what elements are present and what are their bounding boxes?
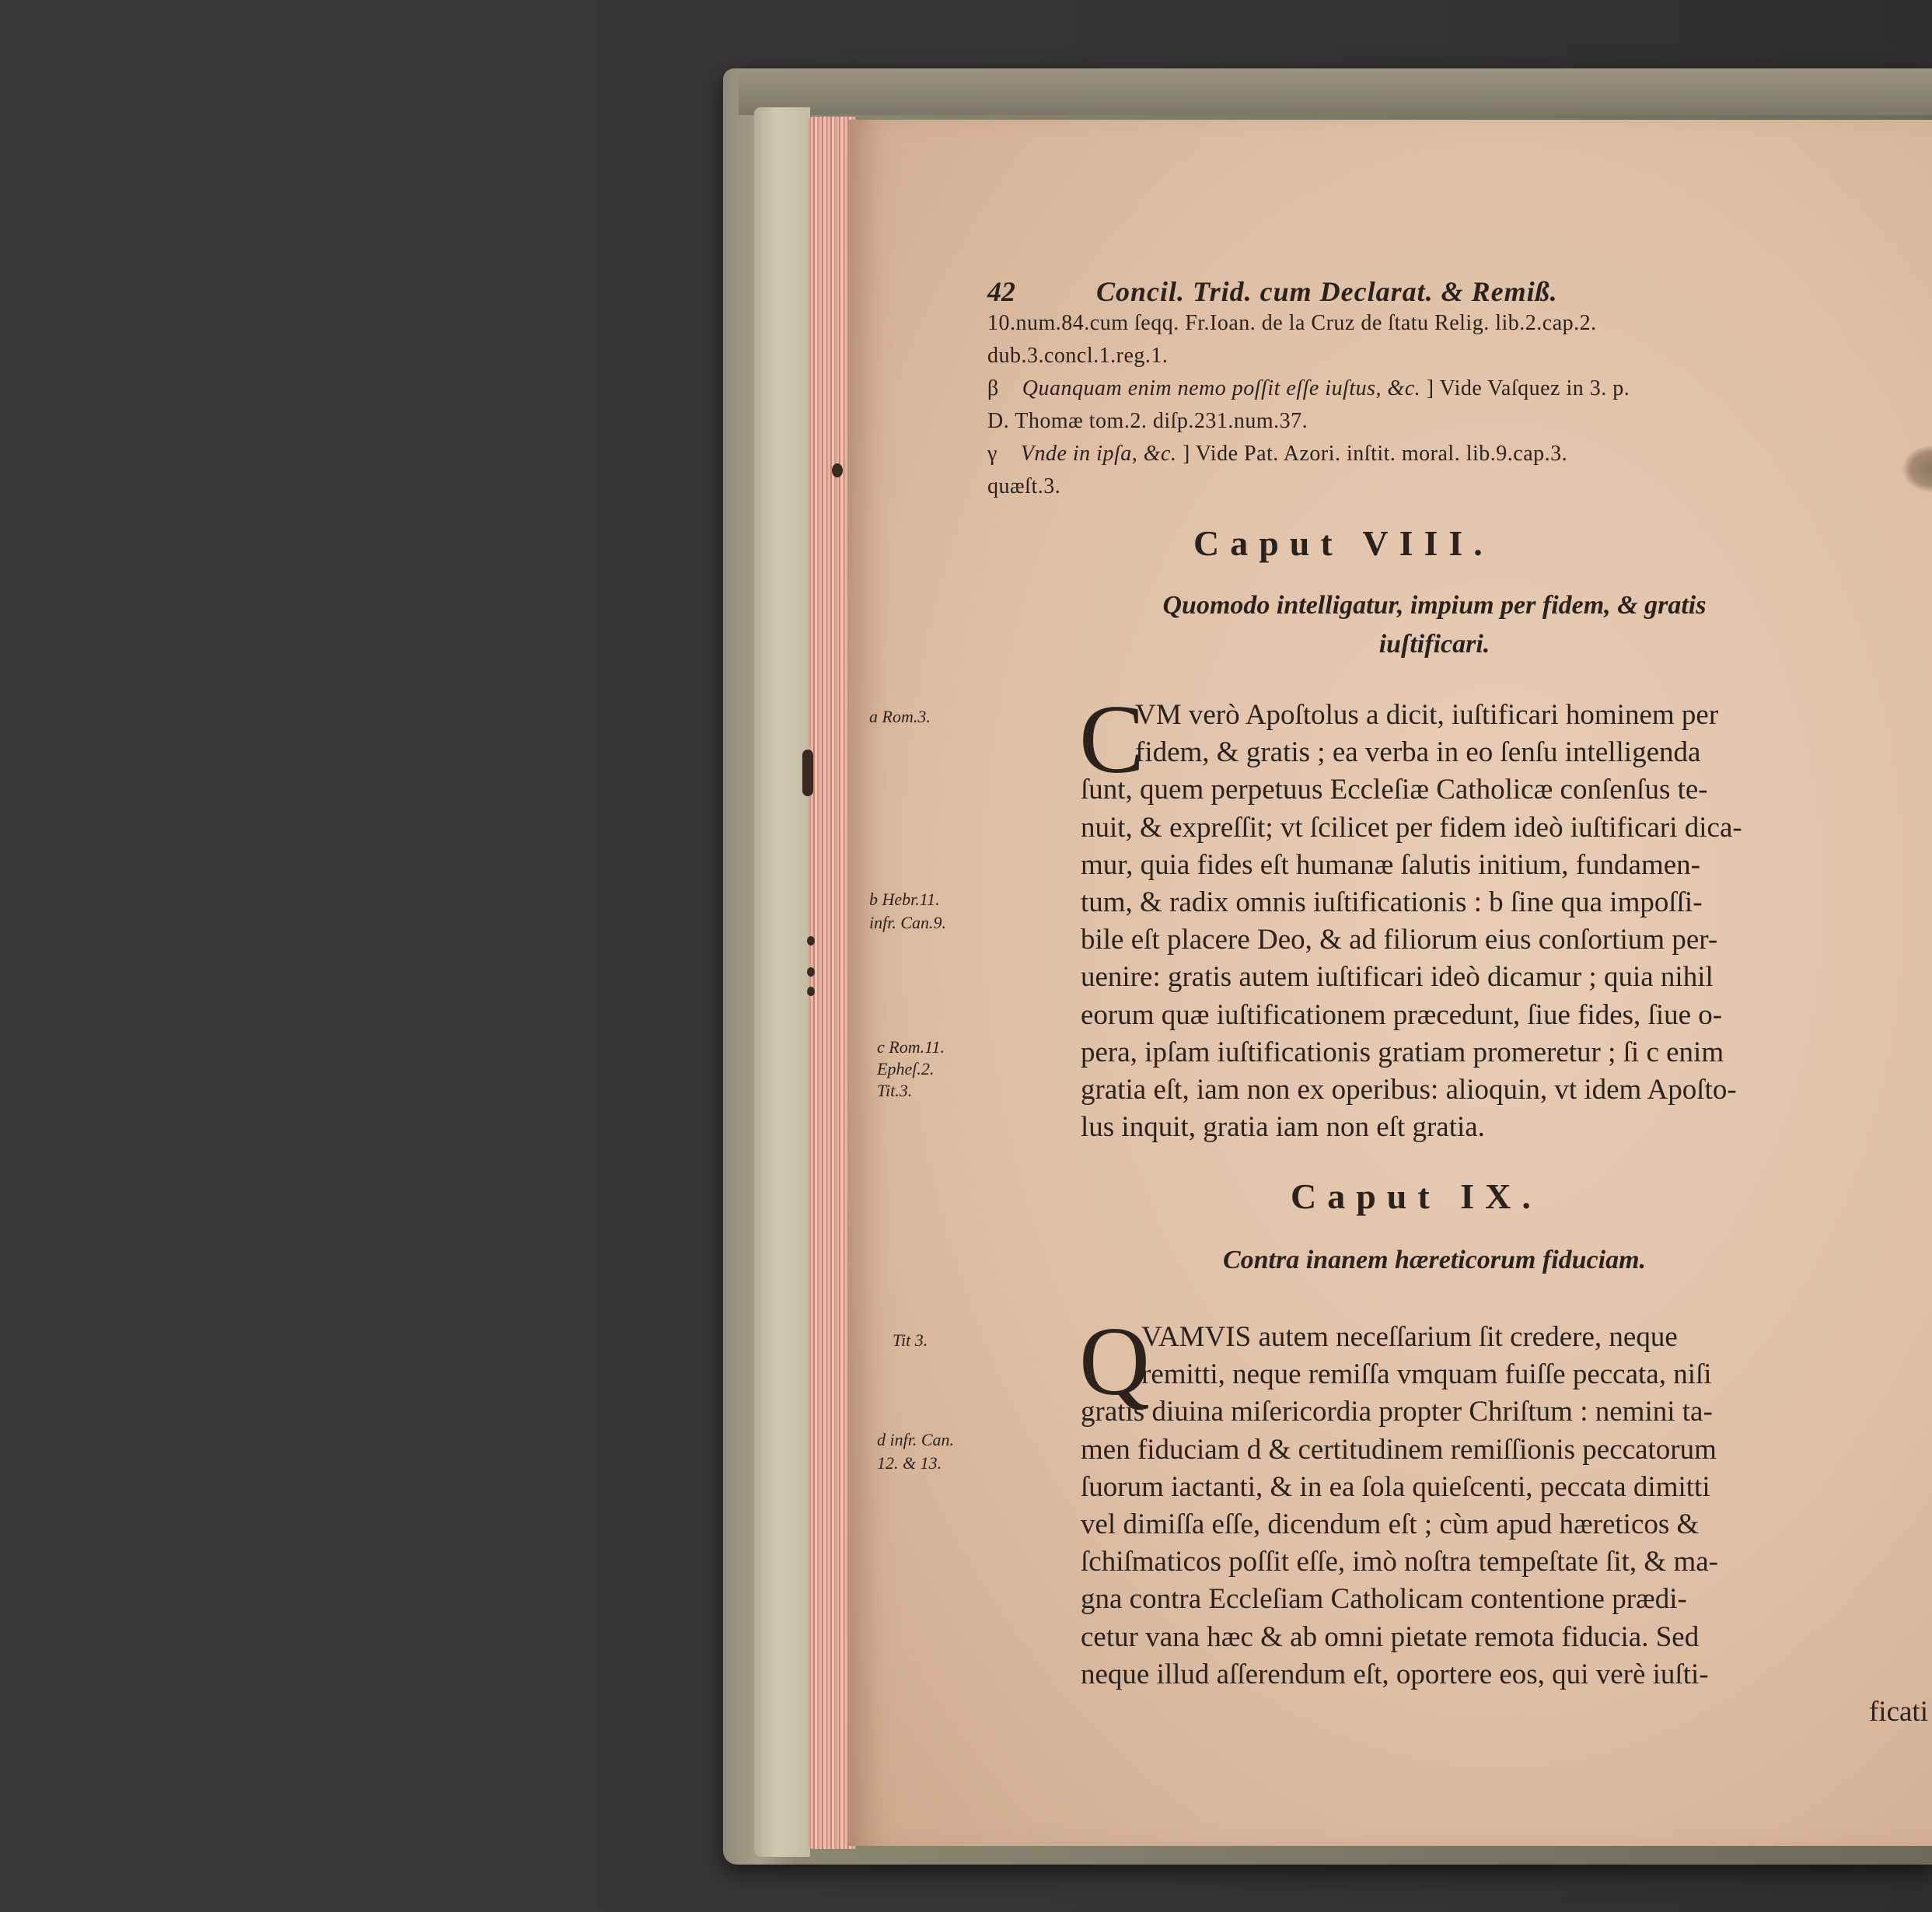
- drop-cap: Q: [1079, 1308, 1150, 1416]
- footnote-lemma: Vnde in ipſa, &c.: [1020, 442, 1177, 466]
- footnote-line: D. Thomæ tom.2. diſp.231.num.37.: [987, 409, 1308, 433]
- text-line: gratia eſt, iam non ex operibus: alioquin, vt idem Apoſto-: [1081, 1073, 1737, 1106]
- chapter-heading: Caput IX.: [1291, 1176, 1542, 1216]
- footnote-line: quæſt.3.: [987, 474, 1061, 498]
- text-line: cetur vana hæc & ab omni pietate remota fiducia. Sed: [1081, 1620, 1700, 1653]
- footnote-line: dub.3.concl.1.reg.1.: [987, 344, 1169, 368]
- footnote-line: γ Vnde in ipſa, &c. ] Vide Pat. Azori. inſtit. moral. lib.9.cap.3.: [987, 442, 1568, 466]
- text-line: gna contra Eccleſiam Catholicam contentione prædi-: [1081, 1583, 1687, 1616]
- binding-mark: [832, 463, 843, 477]
- text-line: eorum quæ iuſtificationem præcedunt, ſiue fides, ſiue o-: [1081, 998, 1723, 1031]
- book-page: [847, 120, 1932, 1846]
- margin-note: infr. Can.9.: [869, 913, 947, 932]
- text-line: uenire: gratis autem iuſtificari ideò dicamur ; quia nihil: [1081, 961, 1714, 994]
- chapter-subtitle: iuſtificari.: [1378, 630, 1490, 659]
- margin-note: a Rom.3.: [869, 707, 931, 726]
- footnote-lemma: Quanquam enim nemo poſſit eſſe iuſtus, &c.: [1022, 376, 1421, 400]
- text-line: ſuorum iactanti, & in ea ſola quieſcenti, peccata dimitti: [1081, 1470, 1710, 1503]
- margin-note: b Hebr.11.: [869, 890, 940, 909]
- footnote-line: β Quanquam enim nemo poſſit eſſe iuſtus, &c. ] Vide Vaſquez in 3. p.: [987, 376, 1630, 400]
- footnote-mark: γ: [987, 442, 997, 466]
- text-line: mur, quia fides eſt humanæ ſalutis initium, fundamen-: [1081, 848, 1700, 881]
- footnote-line: 10.num.84.cum ſeqq. Fr.Ioan. de la Cruz de ſtatu Relig. lib.2.cap.2.: [987, 311, 1597, 335]
- margin-note: 12. & 13.: [877, 1453, 942, 1473]
- page-number: 42: [987, 276, 1015, 307]
- book: [723, 68, 1932, 1865]
- chapter-subtitle: Quomodo intelligatur, impium per fidem, & gratis: [1162, 591, 1707, 620]
- ink-stain: [1902, 445, 1932, 493]
- binding-mark: [807, 936, 815, 946]
- text-line: ſchiſmaticos poſſit eſſe, imò noſtra tempeſtate ſit, & ma-: [1081, 1546, 1718, 1578]
- text-line: bile eſt placere Deo, & ad filiorum eius conſortium per-: [1081, 924, 1718, 956]
- margin-note: Tit.3.: [877, 1081, 913, 1100]
- text-line: neque illud aſſerendum eſt, oportere eos, qui verè iuſti-: [1081, 1658, 1709, 1690]
- book-spine-edge: [754, 107, 810, 1857]
- binding-mark: [807, 987, 815, 996]
- text-line: VAMVIS autem neceſſarium ſit credere, neque: [1141, 1321, 1678, 1353]
- text-line: remitti, neque remiſſa vmquam fuiſſe peccata, niſi: [1141, 1358, 1712, 1391]
- text-line: vel dimiſſa eſſe, dicendum eſt ; cùm apud hæreticos &: [1081, 1508, 1700, 1540]
- footnote-mark: β: [987, 376, 999, 400]
- chapter8-text: [1079, 686, 1932, 1146]
- text-line: pera, ipſam iuſtificationis gratiam promeretur ; ſi c enim: [1081, 1036, 1724, 1068]
- text-line: gratis diuina miſericordia propter Chriſtum : nemini ta-: [1081, 1396, 1713, 1428]
- margin-note: d infr. Can.: [877, 1430, 955, 1449]
- chapter-subtitle: Contra inanem hæreticorum fiduciam.: [1222, 1246, 1647, 1274]
- text-line: fidem, & gratis ; ea verba in eo ſenſu intelligenda: [1135, 736, 1701, 769]
- binding-mark: [802, 750, 813, 796]
- cover-top-edge: [739, 68, 1932, 115]
- margin-note: Epheſ.2.: [877, 1059, 935, 1078]
- catchword: ficati: [1868, 1695, 1928, 1728]
- chapter9-text: [1079, 1308, 1932, 1731]
- text-line: tum, & radix omnis iuſtificationis : b ſine qua impoſſi-: [1081, 886, 1703, 918]
- text-line: VM verò Apoſtolus a dicit, iuſtificari hominem per: [1135, 699, 1719, 731]
- margin-note: Tit 3.: [893, 1330, 928, 1350]
- drop-cap: C: [1079, 686, 1145, 794]
- chapter-heading: Caput VIII.: [1193, 523, 1494, 563]
- margin-note: c Rom.11.: [877, 1037, 945, 1057]
- text-line: ſunt, quem perpetuus Eccleſiæ Catholicæ conſenſus te-: [1081, 774, 1708, 806]
- text-line: lus inquit, gratia iam non eſt gratia.: [1081, 1111, 1485, 1144]
- running-title: Concil. Trid. cum Declarat. & Remiß.: [1096, 276, 1558, 307]
- text-line: nuit, & expreſſit; vt ſcilicet per fidem ideò iuſtificari dica-: [1081, 811, 1742, 844]
- binding-mark: [807, 967, 815, 977]
- text-line: men fiduciam d & certitudinem remiſſionis peccatorum: [1081, 1433, 1717, 1466]
